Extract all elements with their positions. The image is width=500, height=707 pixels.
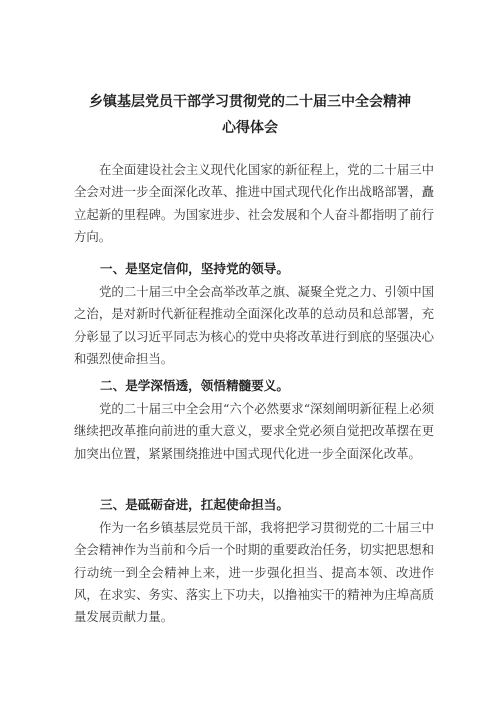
- section-1-heading: 一、是坚定信仰，坚持党的领导。: [100, 261, 289, 276]
- section-1-text: 党的二十届三中全会高举改革之旗、凝聚全党之力、引领中国之治，是对新时代新征程推动全面深化改革的总动员和总部署，充分彰显了以习近平同志为核心的党中央将改革进行到底的坚强决心和强烈使命担当。: [74, 284, 434, 366]
- section-2-paragraph: [74, 398, 434, 465]
- section-3-heading: 三、是砥砺奋进，扛起使命担当。: [100, 497, 289, 512]
- section-2-heading: 二、是学深悟透，领悟精髓要义。: [100, 378, 289, 393]
- intro-paragraph: [74, 159, 434, 248]
- document-title-line-2: 心得体会: [222, 120, 278, 136]
- section-3-paragraph: [74, 517, 434, 628]
- section-2-text: 党的二十届三中全会用“六个必然要求“深刻阐明新征程上必须继续把改革推向前进的重大意义，要求全党必须自觉把改革摆在更加突出位置，紧紧围绕推进中国式现代化进一步全面深化改革。: [74, 401, 434, 461]
- document-title-line-1: 乡镇基层党员干部学习贯彻党的二十届三中全会精神: [89, 94, 411, 110]
- section-3-text: 作为一名乡镇基层党员干部，我将把学习贯彻党的二十届三中全会精神作为当前和今后一个时期的重要政治任务，切实把思想和行动统一到全会精神上来，进一步强化担当、提高本领、改进作风，在求实、务实、落实上下功夫，以撸袖实干的精神为庄埠高质量发展贡献力量。: [74, 520, 434, 625]
- intro-text: 在全面建设社会主义现代化国家的新征程上，党的二十届三中全会对进一步全面深化改革、推进中国式现代化作出战略部署，矗立起新的里程碑。为国家进步、社会发展和个人奋斗都指明了前行方向。: [74, 162, 434, 244]
- section-1-paragraph: [74, 281, 434, 370]
